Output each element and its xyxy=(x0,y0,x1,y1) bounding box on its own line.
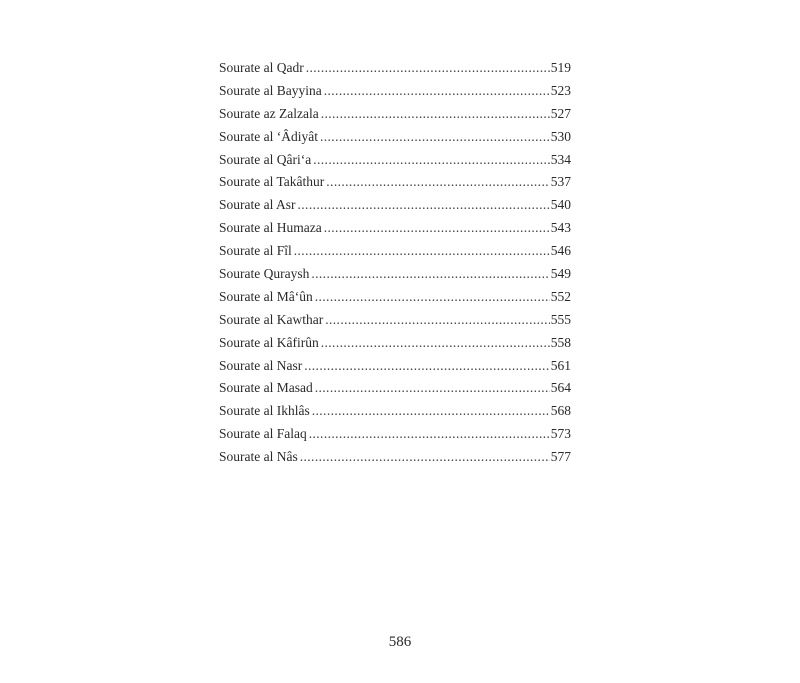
dot-leader xyxy=(326,171,549,194)
toc-entry xyxy=(219,355,571,378)
toc-entry-page: 561 xyxy=(550,357,571,373)
toc-entry xyxy=(219,446,571,469)
toc-entry-title: Sourate al Nasr xyxy=(219,357,303,373)
toc-entry xyxy=(219,332,571,355)
toc-entry xyxy=(219,286,571,309)
toc-entry-page: 523 xyxy=(550,82,571,98)
toc-entry-page: 573 xyxy=(550,426,571,442)
toc-entry-page: 534 xyxy=(550,151,571,167)
toc-entry-title: Sourate al Mâ‘ûn xyxy=(219,288,313,304)
dot-leader xyxy=(313,149,550,172)
toc-entry xyxy=(219,103,571,126)
dot-leader xyxy=(312,400,550,423)
toc-entry-title: Sourate al ‘Âdiyât xyxy=(219,128,318,144)
dot-leader xyxy=(306,57,550,80)
dot-leader xyxy=(315,286,550,309)
dot-leader xyxy=(321,332,550,355)
toc-entry xyxy=(219,57,571,80)
toc-entry-title: Sourate al Qadr xyxy=(219,60,304,75)
toc-entry xyxy=(219,217,571,240)
toc-entry-title: Sourate al Humaza xyxy=(219,220,322,236)
toc-entry-title: Sourate al Bayyina xyxy=(219,82,322,98)
toc-entry-title: Sourate az Zalzala xyxy=(219,105,319,121)
toc-entry-title: Sourate al Kâfirûn xyxy=(219,334,319,350)
toc-entry-page: 537 xyxy=(550,174,571,190)
dot-leader xyxy=(304,355,550,378)
toc-entry-page: 519 xyxy=(550,60,571,75)
toc-entry-title: Sourate al Asr xyxy=(219,197,296,213)
toc-entry xyxy=(219,171,571,194)
toc-entry xyxy=(219,149,571,172)
dot-leader xyxy=(325,309,550,332)
toc-entry xyxy=(219,377,571,400)
toc-entry-title: Sourate al Qâri‘a xyxy=(219,151,312,167)
toc-entry-page: 530 xyxy=(550,128,571,144)
toc-entry-title: Sourate Quraysh xyxy=(219,266,310,282)
toc-entry xyxy=(219,240,571,263)
toc-entry-page: 549 xyxy=(550,266,571,282)
toc-entry-title: Sourate al Kawthar xyxy=(219,311,324,327)
toc-entry-page: 552 xyxy=(550,288,571,304)
dot-leader xyxy=(311,263,549,286)
toc-entry-page: 577 xyxy=(550,449,571,465)
toc-entry-page: 555 xyxy=(550,311,571,327)
dot-leader xyxy=(298,194,550,217)
toc-entry-page: 546 xyxy=(550,243,571,259)
dot-leader xyxy=(320,126,550,149)
toc-entry-title: Sourate al Fîl xyxy=(219,243,292,259)
toc-entry xyxy=(219,309,571,332)
page-number: 586 xyxy=(388,634,412,650)
toc-entry xyxy=(219,126,571,149)
toc-entry-page: 558 xyxy=(550,334,571,350)
dot-leader xyxy=(324,217,550,240)
toc-entry-title: Sourate al Ikhlâs xyxy=(219,403,310,419)
toc-entry-page: 564 xyxy=(550,380,571,396)
dot-leader xyxy=(300,446,550,469)
toc-entry-page: 543 xyxy=(550,220,571,236)
dot-leader xyxy=(324,80,550,103)
dot-leader xyxy=(321,103,550,126)
toc-entry-title: Sourate al Masad xyxy=(219,380,313,396)
toc-entry xyxy=(219,400,571,423)
toc-entry-title: Sourate al Falaq xyxy=(219,426,307,442)
dot-leader xyxy=(294,240,550,263)
toc-entry xyxy=(219,423,571,446)
toc-entry-title: Sourate al Takâthur xyxy=(219,174,325,190)
dot-leader xyxy=(315,377,550,400)
toc-entry-page: 568 xyxy=(550,403,571,419)
table-of-contents xyxy=(219,57,571,469)
toc-entry xyxy=(219,263,571,286)
dot-leader xyxy=(309,423,550,446)
toc-entry-page: 527 xyxy=(550,105,571,121)
toc-entry xyxy=(219,80,571,103)
toc-entry-page: 540 xyxy=(550,197,571,213)
toc-entry-title: Sourate al Nâs xyxy=(219,449,298,465)
toc-entry xyxy=(219,194,571,217)
